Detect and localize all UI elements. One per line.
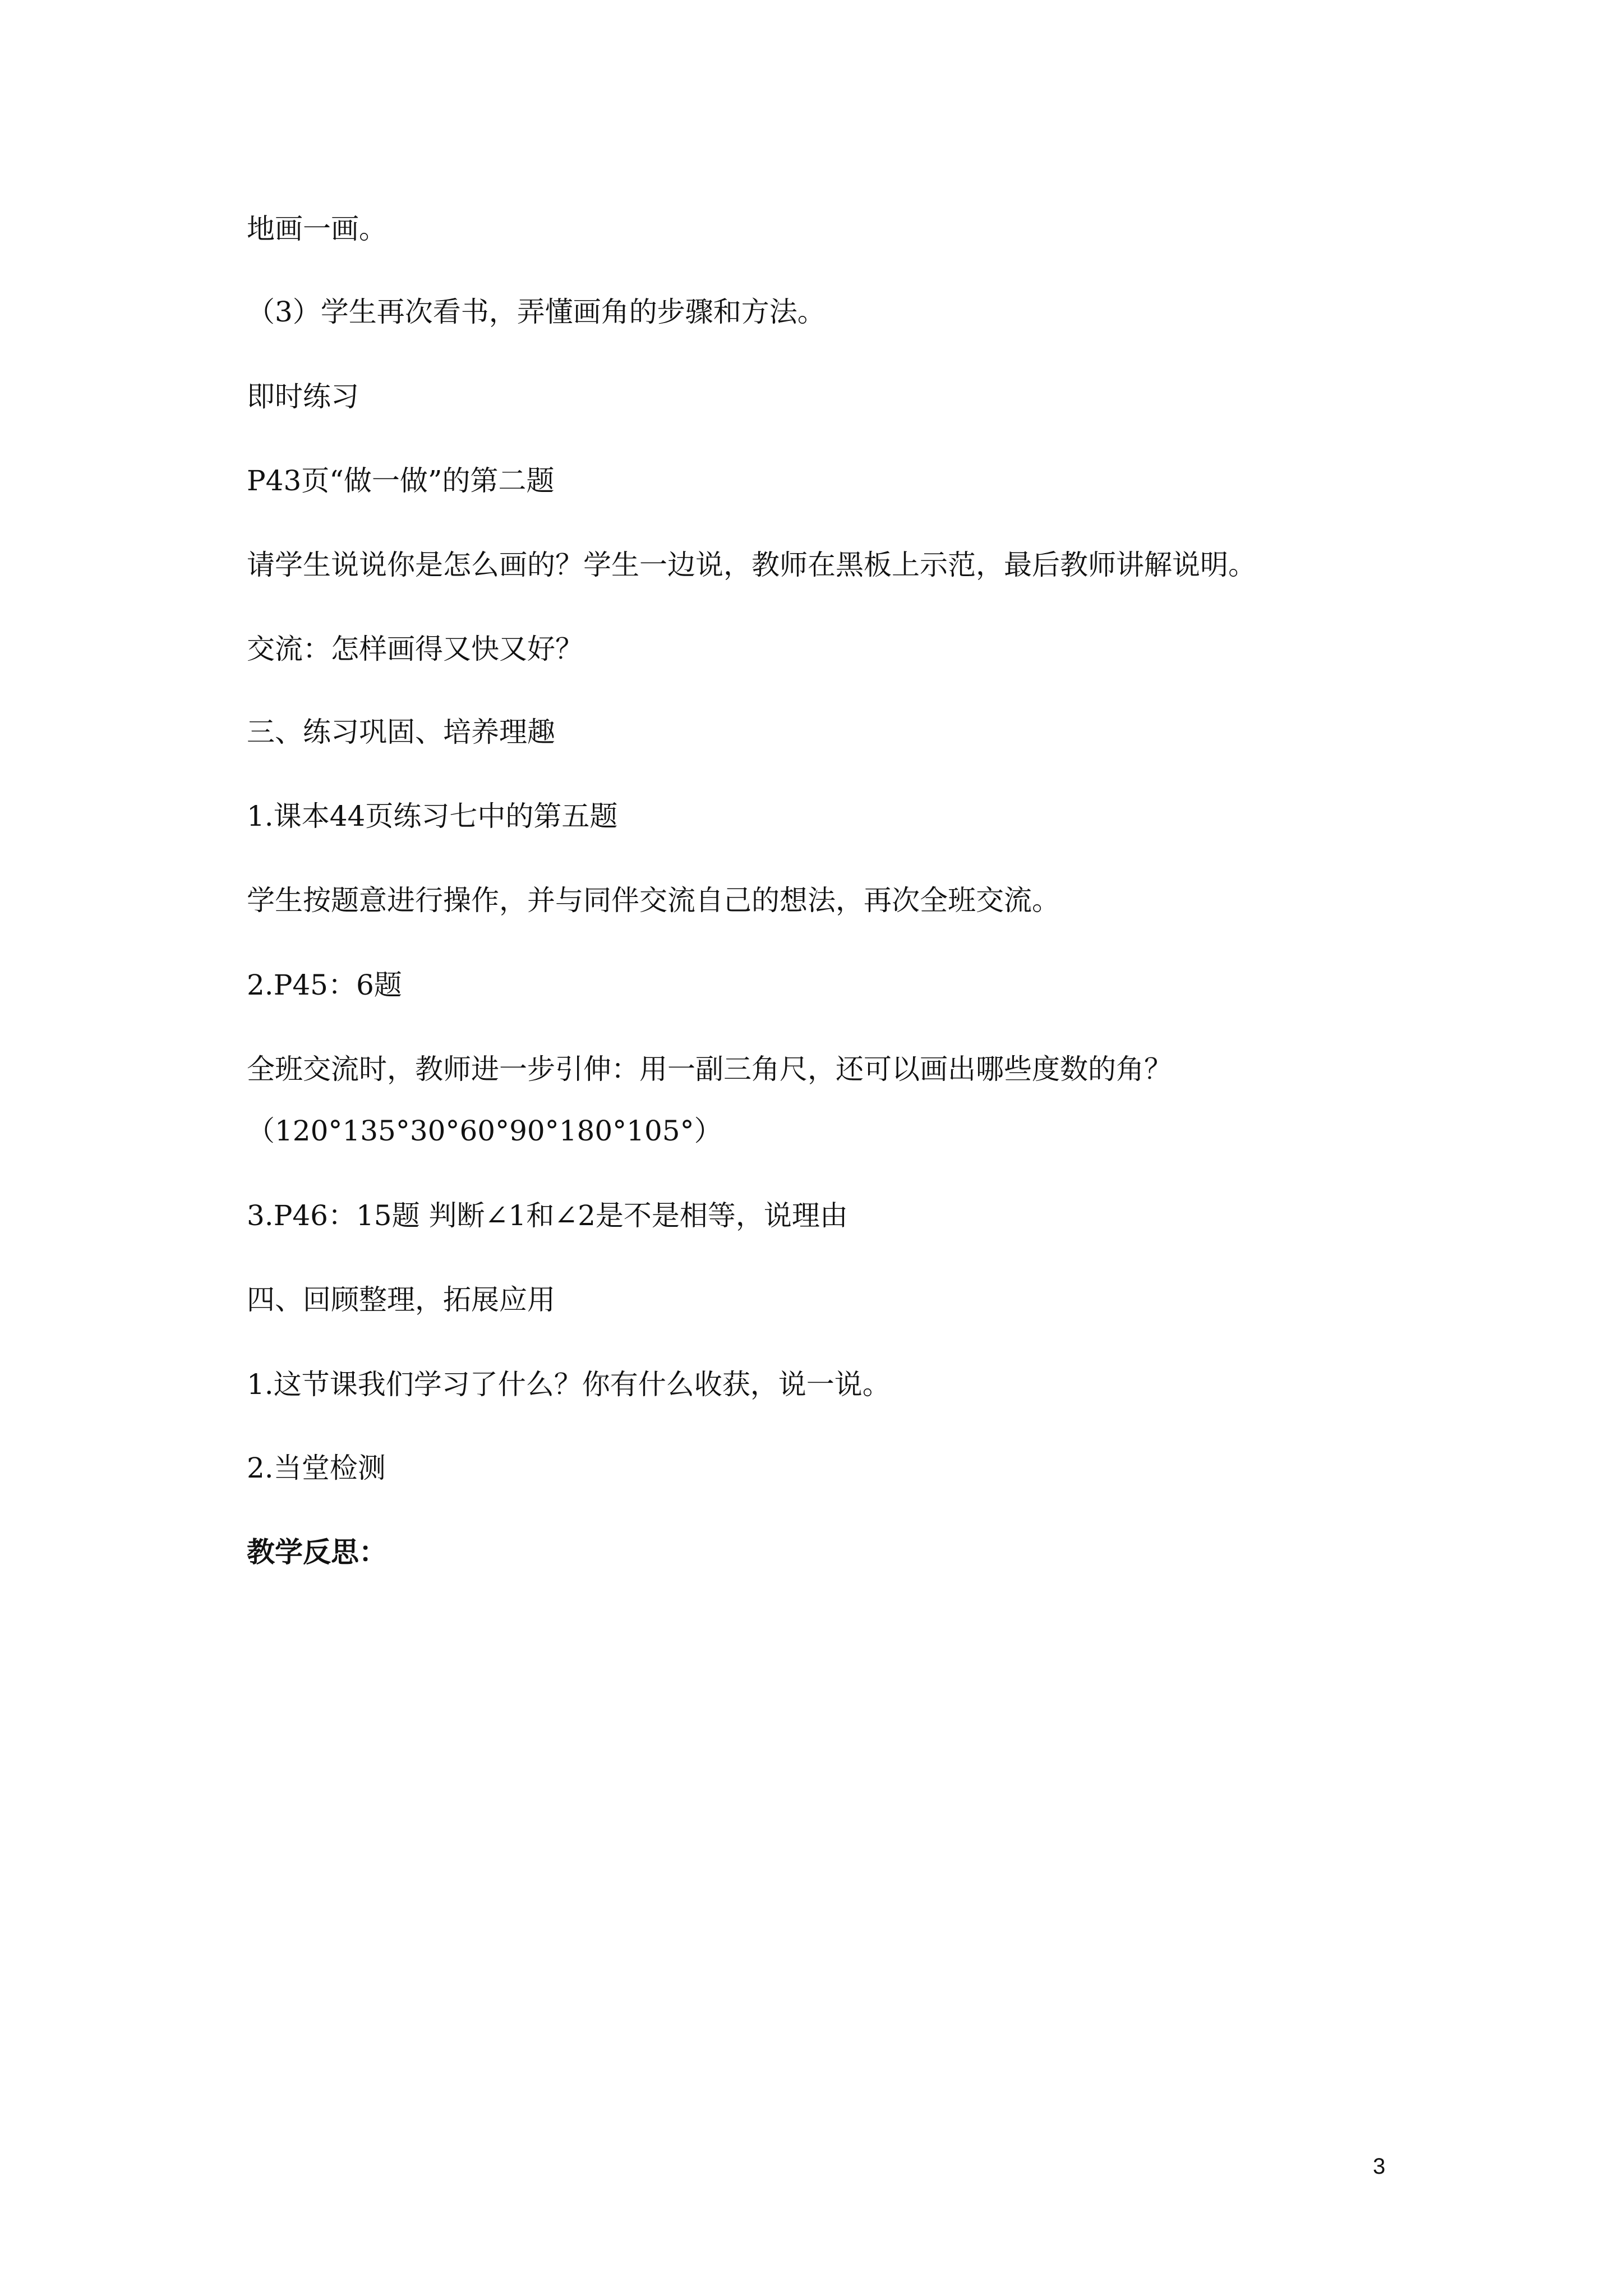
text-line-15: 1.这节课我们学习了什么？你有什么收获，说一说。 <box>247 1368 891 1401</box>
text-line-16: 2.当堂检测 <box>247 1452 386 1484</box>
text-line-8: 1.课本44页练习七中的第五题 <box>247 800 618 832</box>
section-heading-3: 三、练习巩固、培养理趣 <box>247 716 555 748</box>
text-line-12: （120°135°30°60°90°180°105°） <box>247 1115 722 1147</box>
text-line-5: 请学生说说你是怎么画的？学生一边说，教师在黑板上示范，最后教师讲解说明。 <box>247 549 1256 581</box>
text-line-4: P43页“做一做”的第二题 <box>247 464 555 497</box>
text-line-6: 交流：怎样画得又快又好？ <box>247 633 583 665</box>
section-heading-instant-practice: 即时练习 <box>247 380 359 413</box>
text-line-10: 2.P45：6题 <box>247 969 402 1001</box>
teaching-reflection-heading: 教学反思： <box>247 1535 387 1568</box>
text-line-2: （3）学生再次看书，弄懂画角的步骤和方法。 <box>247 296 826 328</box>
text-line-9: 学生按题意进行操作，并与同伴交流自己的想法，再次全班交流。 <box>247 884 1060 917</box>
text-line-1: 地画一画。 <box>247 213 387 245</box>
page-number: 3 <box>1373 2154 1386 2179</box>
text-line-13: 3.P46：15题 判断∠1和∠2是不是相等，说理由 <box>247 1199 848 1232</box>
section-heading-4: 四、回顾整理，拓展应用 <box>247 1283 555 1316</box>
text-line-11: 全班交流时，教师进一步引伸：用一副三角尺，还可以画出哪些度数的角？ <box>247 1053 1172 1085</box>
